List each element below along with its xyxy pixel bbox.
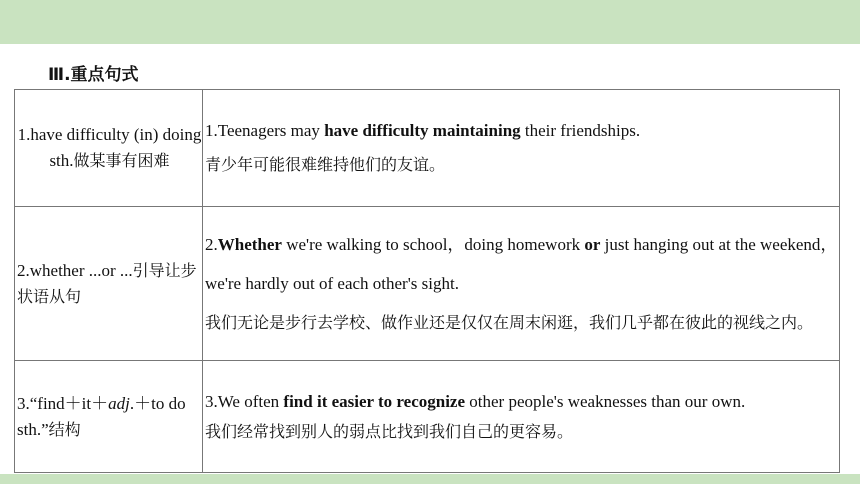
pattern-text: .＋to do sth.” (17, 393, 186, 439)
example-cell (203, 90, 840, 207)
pattern-italic: adj (108, 393, 130, 413)
section-title: Ⅲ.重点句式 (48, 65, 139, 85)
pattern-number: 2. (17, 260, 30, 280)
example-text: we're walking to school，doing homework (281, 235, 585, 254)
key-phrase: have difficulty maintaining (324, 121, 521, 140)
key-sentences-table (14, 89, 840, 473)
pattern-text: “find＋it＋ (29, 393, 109, 413)
pattern-text: have difficulty (in) doing sth. (30, 125, 202, 170)
example-cell (203, 207, 840, 361)
example-cell (203, 361, 840, 473)
example-english (205, 114, 839, 148)
key-phrase: or (584, 235, 601, 254)
header-band (0, 0, 860, 44)
table-row (15, 90, 840, 207)
example-number: 2. (205, 235, 218, 254)
table-row (15, 207, 840, 361)
example-translation: 我们无论是步行去学校、做作业还是仅仅在周末闲逛，我们几乎都在彼此的视线之内。 (205, 313, 814, 332)
key-phrase: Whether (217, 235, 282, 254)
example-english (205, 387, 839, 417)
pattern-text: whether ...or ... (29, 260, 133, 280)
pattern-cell (15, 361, 203, 473)
pattern-number: 3. (17, 393, 30, 413)
example-text: just hanging out at the weekend，we're hardly out of each other's sight. (205, 235, 838, 293)
pattern-meaning: 引导让步状语从句 (17, 260, 197, 306)
pattern-cell (15, 207, 203, 361)
example-translation: 我们经常找到别人的弱点比找到我们自己的更容易。 (205, 421, 574, 441)
pattern-meaning: 做某事有困难 (73, 151, 170, 170)
example-translation: 青少年可能很难维持他们的友谊。 (205, 155, 446, 174)
pattern-cell (15, 90, 203, 207)
example-number: 3. (205, 391, 218, 411)
example-text: their friendships. (520, 121, 641, 140)
pattern-meaning: 结构 (48, 419, 81, 439)
example-text: other people's weaknesses than our own. (465, 391, 746, 411)
example-english (205, 225, 839, 303)
example-text: We often (217, 391, 284, 411)
example-text: Teenagers may (217, 121, 325, 140)
example-number: 1. (205, 121, 218, 140)
footer-band (0, 474, 860, 484)
pattern-number: 1. (17, 125, 31, 144)
key-phrase: find it easier to recognize (283, 391, 466, 411)
table-row (15, 361, 840, 473)
